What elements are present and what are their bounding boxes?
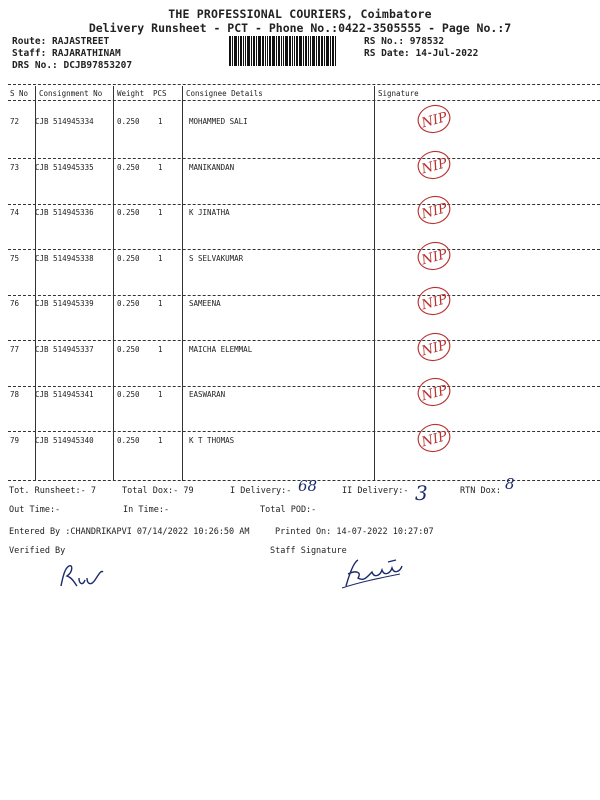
row-consignee: MOHAMMED SALI [189,117,248,126]
out-time: Out Time:- [9,505,61,515]
rs-number: RS No.: 978532 [364,36,445,47]
table-header-rule [8,100,600,101]
row-weight: 0.250 [117,254,140,263]
staff-label: Staff: RAJARATHINAM [12,48,121,59]
row-separator [8,158,600,159]
row-sno: 74 [10,208,20,217]
nip-stamp-text: NIP [420,292,449,314]
row-pcs: 1 [158,117,163,126]
route-label: Route: RAJASTREET [12,36,110,47]
barcode [229,36,352,66]
col-signature: Signature [378,89,419,98]
row-separator [8,386,600,387]
row-sno: 73 [10,163,20,172]
row-consignee: K T THOMAS [189,436,235,445]
row-sno: 77 [10,345,20,354]
nip-stamp [415,149,453,181]
entered-by: Entered By :CHANDRIKAPVI 07/14/2022 10:26:50 AM [9,527,250,537]
nip-stamp [415,422,453,454]
nip-stamp-text: NIP [420,383,449,405]
row-consignment: CJB 514945334 [35,117,94,126]
nip-stamp [415,103,453,135]
row-weight: 0.250 [117,390,140,399]
col-divider [35,86,36,481]
row-consignee: S SELVAKUMAR [189,254,244,263]
row-separator [8,295,600,296]
row-consignee: MAICHA ELEMMAL [189,345,253,354]
row-consignee: K JINATHA [189,208,230,217]
printed-on: Printed On: 14-07-2022 10:27:07 [275,527,434,537]
staff-signature-label: Staff Signature [270,546,347,556]
col-pcs: PCS [153,89,167,98]
row-pcs: 1 [158,436,163,445]
col-divider [182,86,183,481]
row-weight: 0.250 [117,436,140,445]
col-consignee: Consignee Details [186,89,263,98]
row-consignment: CJB 514945341 [35,390,94,399]
total-pod: Total POD:- [260,505,317,515]
row-consignment: CJB 514945338 [35,254,94,263]
nip-stamp-text: NIP [420,247,449,269]
nip-stamp-text: NIP [420,429,449,451]
row-separator [8,340,600,341]
row-consignee: SAMEENA [189,299,221,308]
row-weight: 0.250 [117,163,140,172]
nip-stamp [415,240,453,272]
i-delivery-handwritten: 68 [298,477,318,495]
in-time: In Time:- [123,505,170,515]
row-weight: 0.250 [117,208,140,217]
col-sno: S No [10,89,29,98]
row-weight: 0.250 [117,117,140,126]
row-consignment: CJB 514945337 [35,345,94,354]
row-pcs: 1 [158,345,163,354]
row-consignment: CJB 514945339 [35,299,94,308]
row-sno: 78 [10,390,20,399]
verified-by: Verified By [9,546,66,556]
row-pcs: 1 [158,208,163,217]
row-sno: 79 [10,436,20,445]
row-separator [8,204,600,205]
row-weight: 0.250 [117,299,140,308]
row-consignee: MANIKANDAN [189,163,235,172]
row-separator [8,431,600,432]
total-dox: Total Dox:- 79 [122,486,194,496]
row-pcs: 1 [158,299,163,308]
table-top-rule [8,84,600,85]
row-sno: 76 [10,299,20,308]
col-consignment: Consignment No [39,89,103,98]
row-sno: 72 [10,117,20,126]
row-sno: 75 [10,254,20,263]
col-divider [374,86,375,481]
nip-stamp-text: NIP [420,110,449,132]
ii-delivery-handwritten: 3 [415,481,428,505]
drs-label: DRS No.: DCJB97853207 [12,60,133,71]
rtn-dox-label: RTN Dox: [460,486,501,496]
rs-date: RS Date: 14-Jul-2022 [364,48,479,59]
nip-stamp [415,194,453,226]
staff-signature [340,552,415,592]
row-consignment: CJB 514945336 [35,208,94,217]
row-pcs: 1 [158,390,163,399]
row-consignment: CJB 514945335 [35,163,94,172]
nip-stamp-text: NIP [420,338,449,360]
nip-stamp [415,376,453,408]
col-weight: Weight [117,89,145,98]
nip-stamp [415,285,453,317]
verifier-signature [55,560,115,592]
row-separator [8,249,600,250]
row-consignment: CJB 514945340 [35,436,94,445]
nip-stamp [415,331,453,363]
total-runsheet: Tot. Runsheet:- 7 [9,486,96,496]
row-consignee: EASWARAN [189,390,226,399]
company-title: THE PROFESSIONAL COURIERS, Coimbatore [168,7,432,21]
col-divider [113,86,114,481]
row-pcs: 1 [158,254,163,263]
nip-stamp-text: NIP [420,156,449,178]
row-pcs: 1 [158,163,163,172]
ii-delivery-label: II Delivery:- [342,486,409,496]
runsheet-title: Delivery Runsheet - PCT - Phone No.:0422-3505555 - Page No.:7 [88,21,512,35]
row-weight: 0.250 [117,345,140,354]
i-delivery-label: I Delivery:- [230,486,292,496]
rtn-dox-handwritten: 8 [505,475,515,493]
nip-stamp-text: NIP [420,201,449,223]
